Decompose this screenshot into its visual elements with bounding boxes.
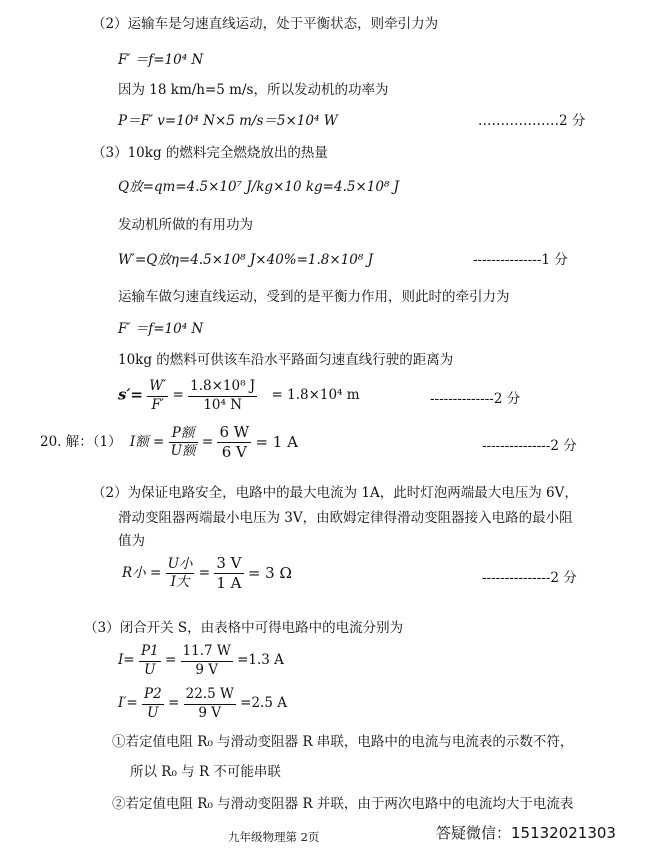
current-1-formula: I= $\frac{P1}{U}$ = $\frac{11.7 W}{9 V}$ =1.3 A [118,643,284,678]
min-resistance-lhs: R小 = [122,564,162,581]
distance-fraction-symbolic: $\frac{W'}{F'}$ [149,378,167,413]
min-resistance-fraction-symbolic: $\frac{\text{U小}}{\text{I大}}$ [167,555,193,590]
q20-part2-line2: 滑动变阻器两端最小电压为 3V，由欧姆定律得滑动变阻器接入电路的最小阻 [118,510,573,526]
rated-current-lhs: I额 = [129,433,165,450]
current-2-lhs: I′= [118,695,138,712]
p2-score: ………………2 分 [478,113,586,129]
min-resistance-fraction-numeric: $\frac{3 V}{1 A}$ [216,554,242,592]
p3-distance-heading: 10kg 的燃料可供该车沿水平路面匀速直线行驶的距离为 [118,352,454,368]
current-1-lhs: I= [118,652,135,669]
p3-useful-work-heading: 发动机所做的有用功为 [118,217,253,233]
rated-current-fraction-numeric: $\frac{6 W}{6 V}$ [219,423,250,461]
rated-current-fraction-symbolic: $\frac{\text{P额}}{\text{U额}}$ [170,424,196,459]
current-2-fraction-symbolic: $\frac{P2}{U}$ [144,686,162,721]
q20-score-1: ---------------2 分 [482,438,577,454]
p3-score-2: --------------2 分 [430,391,521,407]
q20-score-2: ---------------2 分 [482,570,577,586]
q20-formula-line: 20. 解：（1） I额 = $\frac{\text{P额}}{\text{U额}}$ = $\frac{6 W}{6 V}$ = 1 A [40,423,298,461]
min-resistance-formula: R小 = $\frac{\text{U小}}{\text{I大}}$ = $\frac{3 V}{1 A}$ = 3 Ω [122,554,292,592]
q20-part3-heading: （3）闭合开关 S，由表格中可得电路中的电流分别为 [84,620,404,636]
min-resistance-result: = 3 Ω [247,564,292,582]
contact-wechat: 答疑微信：15132021303 [436,824,616,842]
p3-traction-heading: 运输车做匀速直线运动，受到的是平衡力作用，则此时的牵引力为 [118,289,510,305]
distance-result: = 1.8×10⁴ m [271,387,360,404]
current-1-fraction-numeric: $\frac{11.7 W}{9 V}$ [182,643,231,678]
p3-force-equation: F′ ＝f=10⁴ N [118,321,204,337]
current-1-fraction-symbolic: $\frac{P1}{U}$ [140,643,159,678]
p2-power-equation: P＝F′ v=10⁴ N×5 m/s＝5×10⁴ W [118,113,338,129]
current-2-result: =2.5 A [240,695,287,712]
current-1-result: =1.3 A [237,652,284,669]
p3-score-1: ---------------1 分 [473,252,568,268]
distance-fraction-numeric: $\frac{\text{1.8×10⁸ J}}{\text{10⁴ N}}$ [190,378,256,413]
current-2-formula: I′= $\frac{P2}{U}$ = $\frac{22.5 W}{9 V}$ =2.5 A [118,686,287,721]
p2-force-equation: F′ ＝f=10⁴ N [118,52,204,68]
q20-part2-line3: 值为 [118,533,145,549]
q20-part2-line1: （2）为保证电路安全，电路中的最大电流为 1A，此时灯泡两端最大电压为 6V， [92,485,578,501]
case-2-line1: ②若定值电阻 R₀ 与滑动变阻器 R 并联，由于两次电路中的电流均大于电流表 [112,796,574,812]
p2-speed-text: 因为 18 km/h=5 m/s，所以发动机的功率为 [118,82,389,98]
p2-heading: （2）运输车是匀速直线运动，处于平衡状态，则牵引力为 [92,16,439,32]
q20-label: 20. 解：（1） [40,433,122,450]
p3-work-equation: W′=Q放η=4.5×10⁸ J×40%=1.8×10⁸ J [118,252,373,268]
case-1-line2: 所以 R₀ 与 R 不可能串联 [130,764,281,780]
p3-heading: （3）10kg 的燃料完全燃烧放出的热量 [92,145,328,161]
page-footer: 九年级物理第 2页 [228,830,320,844]
p3-distance-formula: s′= $\frac{W'}{F'}$ = $\frac{\text{1.8×10⁸ J}}{\text{10⁴ N}}$ = 1.8×10⁴ m [118,378,360,413]
distance-lhs: s′= [118,385,143,404]
rated-current-result: = 1 A [255,433,298,451]
p3-heat-equation: Q放=qm=4.5×10⁷ J/kg×10 kg=4.5×10⁸ J [118,179,400,195]
case-1-line1: ①若定值电阻 R₀ 与滑动变阻器 R 串联，电路中的电流与电流表的示数不符， [112,734,574,750]
current-2-fraction-numeric: $\frac{22.5 W}{9 V}$ [185,686,234,721]
